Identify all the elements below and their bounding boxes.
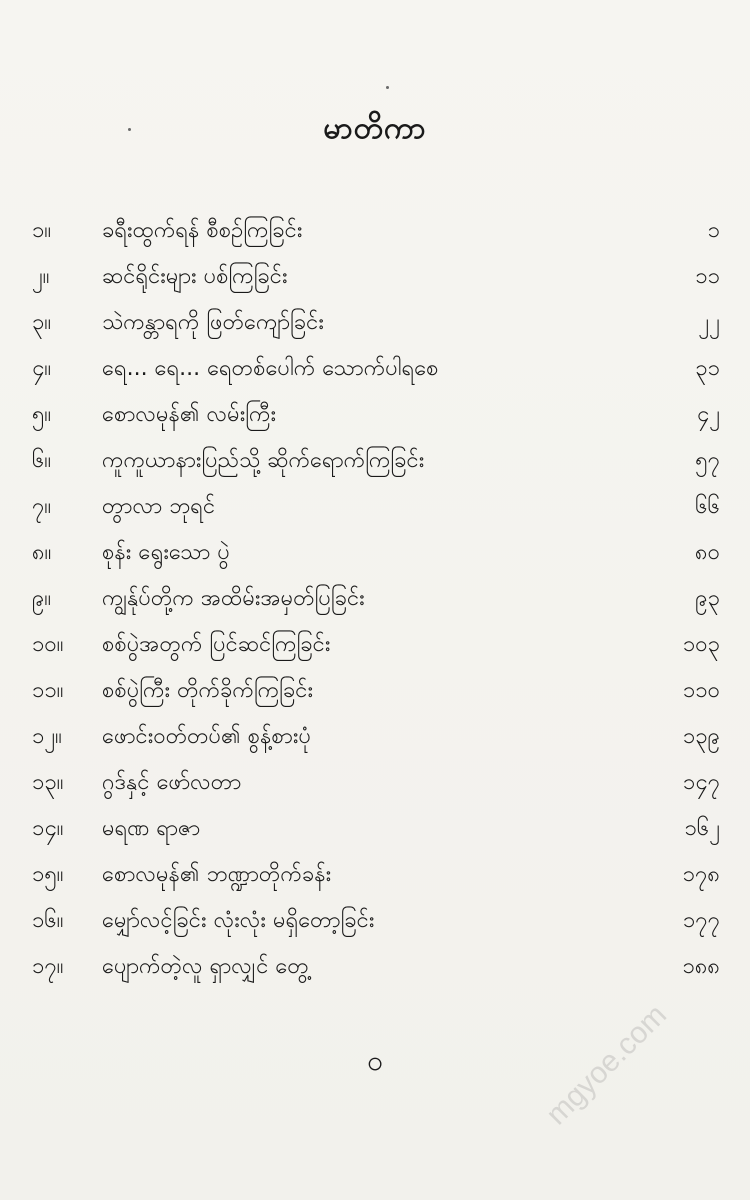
chapter-title: မရဏ ရာဇာ [102,815,201,841]
page-number: ၉၃ [695,585,720,611]
chapter-title: ကူကူယာနားပြည်သို့ ဆိုက်ရောက်ကြခြင်း [102,447,425,473]
chapter-title: ဂွဒ်နှင့် ဖော်လတာ [102,769,242,795]
chapter-title: ဖောင်းဝတ်တပ်၏ စွန့်စားပုံ [102,723,311,749]
page-number: ၁၁ [695,263,720,289]
page-number: ၈၀ [695,539,720,565]
chapter-title: စောလမုန်၏ လမ်းကြီး [102,401,277,427]
chapter-title: ခရီးထွက်ရန် စီစဉ်ကြခြင်း [102,217,303,243]
page-number: ၁၈၈ [682,953,720,979]
page-number: ၁၄၇ [682,769,720,795]
page-number: ၁၇၈ [682,861,720,887]
chapter-title: ပျောက်တဲ့လူ ရှာလျှင် တွေ့ [102,953,309,979]
page-number: ၁၆၂ [684,815,720,841]
page-number: ၄၂ [696,401,720,427]
chapter-number: ၁၃။ [32,769,64,795]
chapter-number: ၁၇။ [32,953,64,979]
page-number: ၂၂ [698,309,720,335]
chapter-title: ဆင်ရိုင်းများ ပစ်ကြခြင်း [102,263,288,289]
toc-entry [32,714,720,760]
toc-entry [32,438,720,484]
toc-entry [32,622,720,668]
toc-entry [32,576,720,622]
site-watermark: mgyoe.com [540,998,673,1132]
chapter-number: ၁၂။ [32,723,62,749]
chapter-title: မျှော်လင့်ခြင်း လုံးလုံး မရှိတော့ခြင်း [102,907,375,933]
toc-entry [32,852,720,898]
page-title: မာတိကာ [323,111,427,146]
page-number: ၁၀၃ [682,631,720,657]
page-number: ၁ [707,217,720,243]
toc-entry [32,254,720,300]
chapter-number: ၁၄။ [32,815,64,841]
toc-entry [32,898,720,944]
chapter-number: ၆။ [32,447,52,473]
chapter-number: ၉။ [32,585,52,611]
toc-entry [32,208,720,254]
toc-entry [32,760,720,806]
page-number: ၅၇ [695,447,720,473]
chapter-number: ၁၀။ [32,631,64,657]
toc-entry [32,346,720,392]
chapter-title: ကျွန်ုပ်တို့က အထိမ်းအမှတ်ပြခြင်း [102,585,365,611]
chapter-title: တွာလာ ဘုရင် [102,493,216,519]
chapter-title: သဲကန္တာရကို ဖြတ်ကျော်ခြင်း [102,309,324,335]
chapter-title: ရေ... ရေ... ရေတစ်ပေါက် သောက်ပါရစေ [102,355,439,381]
chapter-number: ၄။ [32,355,52,381]
chapter-number: ၈။ [32,539,52,565]
toc-entry [32,300,720,346]
chapter-number: ၁။ [32,217,52,243]
page-folio: ၀ [367,1044,383,1077]
table-of-contents [32,208,720,990]
chapter-number: ၇။ [32,493,52,519]
toc-entry [32,392,720,438]
toc-entry [32,484,720,530]
chapter-number: ၂။ [32,263,50,289]
page-number: ၃၁ [695,355,720,381]
ink-speck [386,86,389,89]
chapter-title: စုန်း ရွေးသော ပွဲ [102,539,230,565]
toc-entry [32,668,720,714]
page-number: ၁၇၇ [682,907,720,933]
chapter-number: ၅။ [32,401,52,427]
chapter-number: ၁၁။ [32,677,64,703]
chapter-number: ၁၅။ [32,861,64,887]
page-number: ၁၁၀ [682,677,720,703]
chapter-title: စောလမုန်၏ ဘဏ္ဍာတိုက်ခန်း [102,861,332,887]
chapter-title: စစ်ပွဲကြီး တိုက်ခိုက်ကြခြင်း [102,677,314,703]
chapter-title: စစ်ပွဲအတွက် ပြင်ဆင်ကြခြင်း [102,631,331,657]
toc-entry [32,806,720,852]
toc-entry [32,944,720,990]
toc-entry [32,530,720,576]
page-number: ၁၃၉ [682,723,720,749]
chapter-number: ၃။ [32,309,52,335]
chapter-number: ၁၆။ [32,907,64,933]
page-number: ၆၆ [695,493,720,519]
